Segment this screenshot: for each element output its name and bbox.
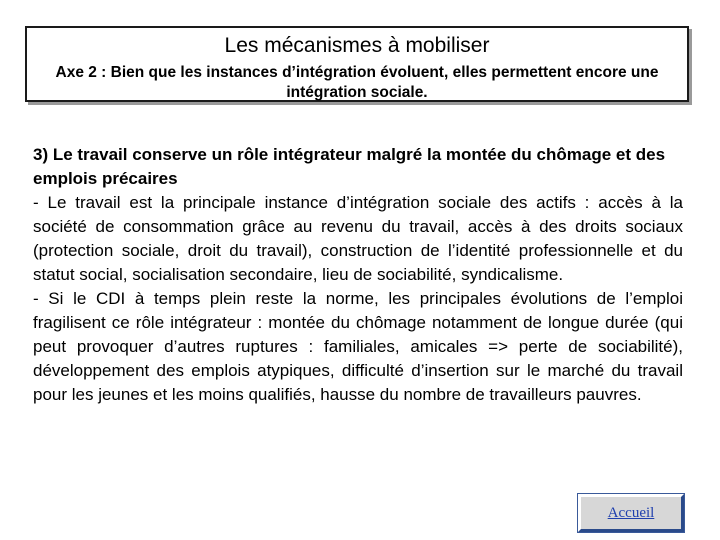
main-content [33, 143, 683, 407]
home-link[interactable]: Accueil [607, 504, 655, 521]
header-box [25, 26, 689, 102]
page-subtitle: Axe 2 : Bien que les instances d’intégration évoluent, elles permettent encore une intégration sociale. [55, 64, 659, 101]
paragraph-1: - Le travail est la principale instance d’intégration sociale des actifs : accès à la société de consommation grâce au revenu du travail, accès à des droits sociaux (protection sociale, droit du travail), construction de l’identité professionnelle et du statut social, socialisation secondaire, lieu de sociabilité, syndicalisme. [33, 193, 683, 284]
home-button[interactable] [578, 494, 684, 532]
page-title: Les mécanismes à mobiliser [224, 34, 490, 57]
paragraph-2: - Si le CDI à temps plein reste la norme, les principales évolutions de l’emploi fragilisent ce rôle intégrateur : montée du chômage notamment de longue durée (qui peut provoquer d’autres ruptures : familiales, amicales => perte de sociabilité), développement des emplois atypiques, difficulté d’insertion sur le marché du travail pour les jeunes et les moins qualifiés, hausse du nombre de travailleurs pauvres. [33, 289, 683, 404]
section-heading: 3) Le travail conserve un rôle intégrateur malgré la montée du chômage et des emplois précaires [33, 145, 666, 188]
